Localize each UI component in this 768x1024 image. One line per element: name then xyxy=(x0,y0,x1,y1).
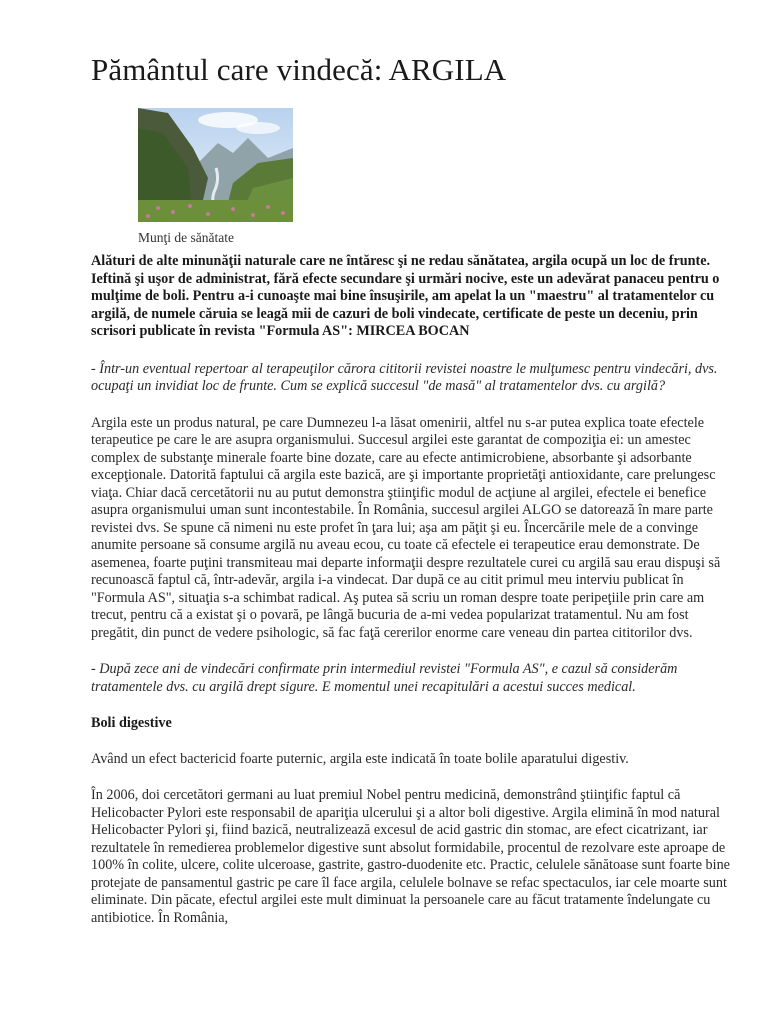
article-body xyxy=(91,253,733,946)
interview-question: - După zece ani de vindecări confirmate prin intermediul revistei "Formula AS", e cazul să considerăm tratamentele dvs. cu argilă drept sigure. E momentul unei recapitulări a acestui succes medical. xyxy=(91,661,678,695)
interview-question: - Într-un eventual repertoar al terapeuţilor cărora cititorii revistei noastre le mulţumesc pentru vindecări, dvs. ocupaţi un invidiat loc de frunte. Cum se explică succesul "de masă" al tratamentelor dvs. cu argilă? xyxy=(91,360,718,394)
image-caption: Munţi de sănătate xyxy=(138,230,234,245)
lead-paragraph: Alături de alte minunăţii naturale care ne întăresc şi ne redau sănătatea, argila ocupă un loc de frunte. Ieftină şi uşor de administrat, fără efecte secundare şi urmări nocive, este un adevărat panaceu pentru o mulţime de boli. Pentru a-i cunoaşte mai bine însuşirile, am apelat la un "maestru" al tratamentelor cu argilă, de numele căruia se leagă mii de cazuri de boli vindecate, certificate de peste un deceniu, prin scrisori publicate în revista "Formula AS": MIRCEA BOCAN xyxy=(91,253,720,339)
interview-answer: Argila este un produs natural, pe care Dumnezeu l-a lăsat omenirii, altfel nu s-ar putea explica toate efectele terapeutice pe care le are asupra organismului. Succesul argilei este garantat de compoziţia ei: un amestec complex de substanţe minerale foarte bine dozate, care au efecte antimicrobiene, absorbante şi adsorbante excepţionale. Datorită faptului că argila este bazică, are şi importante proprietăţi antioxidante, care prelungesc viaţa. Chiar dacă cercetătorii nu au putut demonstra ştiinţific modul de acţiune al argilei, efectele ei benefice asupra organismului uman sunt incontestabile. În România, succesul argilei ALGO se datorează în mare parte revistei dvs. Se spune că nimeni nu este profet în ţara lui; aşa am păţit şi eu. Încercările mele de a convinge anumite persoane să consume argilă nu aveau ecou, cu toate că efectele ei terapeutice erau demonstrate. De asemenea, foarte puţini transmiteau mai departe informaţii despre rezultatele curei cu argilă sau erau dispuşi să recunoască faptul că, într-adevăr, argila i-a vindecat. Dar după ce au citit primul meu interviu publicat în "Formula AS", situaţia s-a schimbat radical. Aş putea să scriu un roman despre toate peripeţiile prin care am trecut, pentru că a existat şi o povară, pe lângă bucuria de a-mi vedea popularizat tratamentul. Nu am fost pregătit, din punct de vedere psihologic, să fac faţă cererilor enorme care veneau din partea cititorilor dvs. xyxy=(91,414,721,641)
section-heading: Boli digestive xyxy=(91,715,172,731)
article-title: Pământul care vindecă: ARGILA xyxy=(91,52,507,87)
mountain-valley-photo xyxy=(138,108,293,222)
section-paragraph: În 2006, doi cercetători germani au luat premiul Nobel pentru medicină, demonstrând ştiinţific faptul că Helicobacter Pylori este responsabil de apariţia ulcerului şi a altor boli digestive. Argila elimină în mod natural Helicobacter Pylori şi, fiind bazică, neutralizează excesul de acid gastric din stomac, are efect cicatrizant, iar rezultatele în remedierea problemelor digestive sunt absolut formidabile, procentul de rezolvare este aproape de 100% în colite, ulcere, colite ulceroase, gastrite, gastro-duodenite etc. Practic, celulele sănătoase sunt foarte bine protejate de pansamentul gastric pe care îl face argila, celulele bolnave se refac spectaculos, iar cele moarte sunt eliminate. Din păcate, efectul argilei este mult diminuat la persoanele care au făcut tratamente îndelungate cu antibiotice. În România, xyxy=(91,787,730,926)
section-intro: Având un efect bactericid foarte puternic, argila este indicată în toate bolile aparatului digestiv. xyxy=(91,750,629,767)
